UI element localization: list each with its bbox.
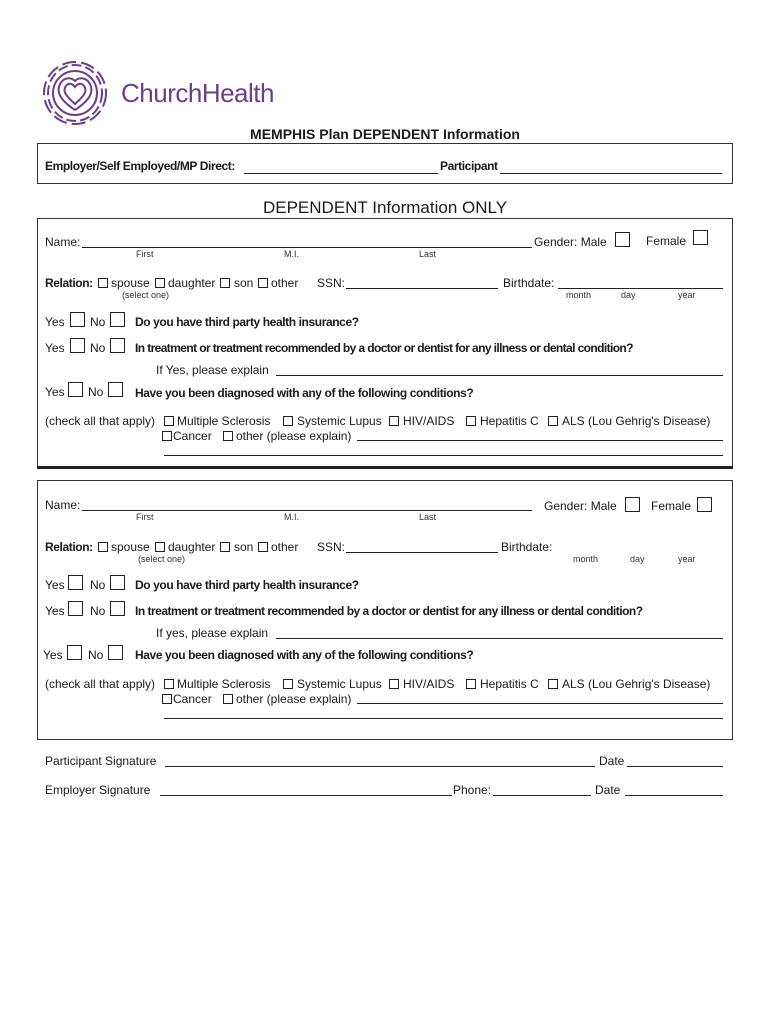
q1-question: Do you have third party health insurance? — [135, 315, 359, 329]
select-one-caption: (select one) — [138, 554, 186, 564]
other-condition-field-2[interactable] — [164, 718, 723, 719]
explain-field[interactable] — [276, 638, 723, 639]
logo-text: ChurchHealth — [121, 78, 274, 108]
check-all-label: (check all that apply) — [45, 677, 156, 691]
phone-label: Phone: — [453, 783, 492, 797]
q3-yes-label: Yes — [43, 648, 63, 662]
month-caption: month — [573, 554, 599, 564]
q2-question: In treatment or treatment recommended by a doctor or dentist for any illness or dental condition? — [135, 341, 633, 355]
daughter-checkbox[interactable] — [155, 542, 165, 552]
section-title: DEPENDENT Information ONLY — [262, 198, 508, 217]
q3-yes-checkbox[interactable] — [67, 645, 82, 660]
ms-label: Multiple Sclerosis — [177, 677, 271, 691]
ms-checkbox[interactable] — [164, 679, 174, 689]
last-caption: Last — [419, 249, 437, 259]
q1-yes-label: Yes — [45, 315, 65, 329]
q3-no-label: No — [88, 648, 104, 662]
q2-no-label: No — [90, 604, 106, 618]
ms-label: Multiple Sclerosis — [177, 414, 271, 428]
employer-date-field[interactable] — [625, 795, 723, 796]
participant-date-label: Date — [599, 754, 625, 768]
select-one-caption: (select one) — [122, 290, 170, 300]
female-checkbox[interactable] — [697, 497, 712, 512]
q3-no-checkbox[interactable] — [108, 645, 123, 660]
participant-signature-label: Participant Signature — [45, 754, 157, 768]
q2-no-checkbox[interactable] — [110, 338, 125, 353]
hiv-label: HIV/AIDS — [403, 677, 455, 691]
participant-signature-field[interactable] — [165, 766, 595, 767]
son-label: son — [234, 276, 254, 290]
name-label: Name: — [45, 235, 81, 249]
birthdate-field[interactable] — [558, 288, 723, 289]
explain-label: If Yes, please explain — [156, 363, 269, 377]
q2-question: In treatment or treatment recommended by a doctor or dentist for any illness or dental condition? — [135, 604, 643, 618]
employer-label: Employer/Self Employed/MP Direct: — [45, 159, 235, 173]
other-condition-label: other (please explain) — [236, 429, 352, 443]
name-field[interactable] — [82, 247, 532, 248]
hiv-checkbox[interactable] — [389, 679, 399, 689]
ssn-field[interactable] — [346, 552, 498, 553]
section-separator — [37, 466, 733, 469]
year-caption: year — [678, 554, 696, 564]
als-label: ALS (Lou Gehrig's Disease) — [562, 677, 711, 691]
lupus-checkbox[interactable] — [283, 679, 293, 689]
day-caption: day — [621, 290, 636, 300]
ms-checkbox[interactable] — [164, 416, 174, 426]
als-checkbox[interactable] — [548, 679, 558, 689]
als-label: ALS (Lou Gehrig's Disease) — [562, 414, 711, 428]
female-label: Female — [651, 499, 692, 513]
ssn-label: SSN: — [317, 540, 346, 554]
form-title: MEMPHIS Plan DEPENDENT Information — [250, 126, 520, 142]
q1-no-checkbox[interactable] — [110, 312, 125, 327]
daughter-label: daughter — [168, 540, 216, 554]
employer-field[interactable] — [244, 173, 438, 174]
cancer-checkbox[interactable] — [162, 694, 172, 704]
female-checkbox[interactable] — [693, 230, 708, 245]
son-checkbox[interactable] — [220, 278, 230, 288]
male-checkbox[interactable] — [625, 497, 640, 512]
first-caption: First — [136, 512, 154, 522]
cancer-label: Cancer — [173, 692, 212, 706]
lupus-label: Systemic Lupus — [297, 677, 382, 691]
hepatitis-checkbox[interactable] — [466, 416, 476, 426]
q1-no-label: No — [90, 315, 106, 329]
q1-yes-checkbox[interactable] — [68, 575, 83, 590]
other-condition-field-2[interactable] — [164, 455, 723, 456]
other-checkbox[interactable] — [258, 278, 268, 288]
check-all-label: (check all that apply) — [45, 414, 156, 428]
son-label: son — [234, 540, 254, 554]
male-checkbox[interactable] — [615, 232, 630, 247]
q3-no-label: No — [88, 385, 104, 399]
other-label: other — [271, 540, 299, 554]
q3-yes-label: Yes — [45, 385, 65, 399]
hepatitis-label: Hepatitis C — [480, 677, 539, 691]
other-checkbox[interactable] — [258, 542, 268, 552]
q1-question: Do you have third party health insurance? — [135, 578, 359, 592]
participant-label: Participant — [440, 159, 498, 173]
gender-label: Gender: Male — [544, 499, 617, 513]
explain-label: If yes, please explain — [156, 626, 269, 640]
q1-no-label: No — [90, 578, 106, 592]
ssn-field[interactable] — [346, 288, 498, 289]
daughter-checkbox[interactable] — [155, 278, 165, 288]
fingerprint-heart-icon — [42, 60, 108, 126]
other-condition-checkbox[interactable] — [223, 694, 233, 704]
gender-label: Gender: Male — [534, 235, 607, 249]
q3-question: Have you been diagnosed with any of the following conditions? — [135, 386, 474, 400]
female-label: Female — [646, 234, 687, 248]
spouse-checkbox[interactable] — [98, 542, 108, 552]
hepatitis-checkbox[interactable] — [466, 679, 476, 689]
explain-field[interactable] — [276, 375, 723, 376]
name-label: Name: — [45, 498, 81, 512]
last-caption: Last — [419, 512, 437, 522]
relation-label: Relation: — [45, 540, 93, 554]
employer-signature-field[interactable] — [160, 795, 452, 796]
spouse-label: spouse — [111, 276, 150, 290]
other-condition-field[interactable] — [357, 440, 723, 441]
als-checkbox[interactable] — [548, 416, 558, 426]
church-health-logo — [42, 60, 282, 126]
q3-yes-checkbox[interactable] — [68, 382, 83, 397]
q2-yes-checkbox[interactable] — [68, 601, 83, 616]
daughter-label: daughter — [168, 276, 216, 290]
birthdate-label: Birthdate: — [501, 540, 553, 554]
q1-no-checkbox[interactable] — [110, 575, 125, 590]
phone-field[interactable] — [493, 795, 591, 796]
q2-no-label: No — [90, 341, 106, 355]
employer-signature-label: Employer Signature — [45, 783, 151, 797]
q1-yes-checkbox[interactable] — [70, 312, 85, 327]
employer-date-label: Date — [595, 783, 621, 797]
q3-question: Have you been diagnosed with any of the following conditions? — [135, 648, 474, 662]
son-checkbox[interactable] — [220, 542, 230, 552]
mi-caption: M.I. — [284, 249, 299, 259]
q1-yes-label: Yes — [45, 578, 65, 592]
month-caption: month — [566, 290, 592, 300]
other-label: other — [271, 276, 299, 290]
spouse-label: spouse — [111, 540, 150, 554]
relation-label: Relation: — [45, 276, 93, 290]
other-condition-label: other (please explain) — [236, 692, 352, 706]
first-caption: First — [136, 249, 154, 259]
hiv-checkbox[interactable] — [389, 416, 399, 426]
participant-field[interactable] — [500, 173, 722, 174]
mi-caption: M.I. — [284, 512, 299, 522]
q3-no-checkbox[interactable] — [108, 382, 123, 397]
day-caption: day — [630, 554, 645, 564]
name-field[interactable] — [82, 510, 532, 511]
other-condition-field[interactable] — [357, 703, 723, 704]
q2-yes-checkbox[interactable] — [70, 338, 85, 353]
q2-yes-label: Yes — [45, 604, 65, 618]
spouse-checkbox[interactable] — [98, 278, 108, 288]
lupus-label: Systemic Lupus — [297, 414, 382, 428]
birthdate-label: Birthdate: — [503, 276, 555, 290]
hiv-label: HIV/AIDS — [403, 414, 455, 428]
cancer-label: Cancer — [173, 429, 212, 443]
other-condition-checkbox[interactable] — [223, 431, 233, 441]
year-caption: year — [678, 290, 696, 300]
hepatitis-label: Hepatitis C — [480, 414, 539, 428]
ssn-label: SSN: — [317, 276, 346, 290]
participant-date-field[interactable] — [627, 766, 723, 767]
q2-no-checkbox[interactable] — [110, 601, 125, 616]
cancer-checkbox[interactable] — [162, 431, 172, 441]
q2-yes-label: Yes — [45, 341, 65, 355]
lupus-checkbox[interactable] — [283, 416, 293, 426]
